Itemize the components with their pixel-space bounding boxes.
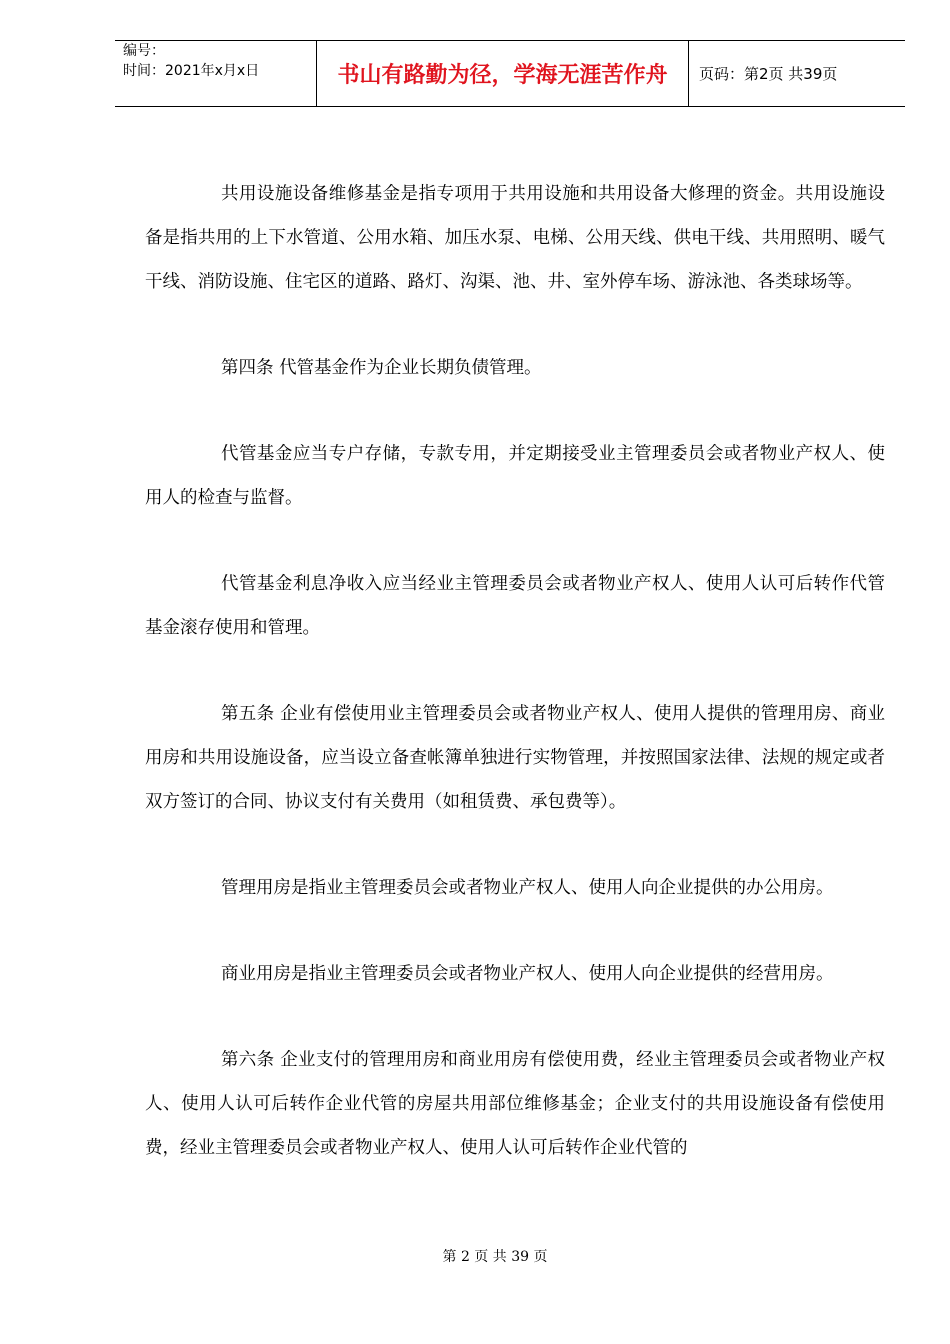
paragraph: 代管基金利息净收入应当经业主管理委员会或者物业产权人、使用人认可后转作代管基金滚存使用和管理。 xyxy=(145,574,885,638)
paragraph: 共用设施设备维修基金是指专项用于共用设施和共用设备大修理的资金。共用设施设备是指共用的上下水管道、公用水箱、加压水泵、电梯、公用天线、供电干线、共用照明、暖气干线、消防设施、住宅区的道路、路灯、沟渠、池、井、室外停车场、游泳池、各类球场等。 xyxy=(145,184,885,292)
paragraph: 第四条 代管基金作为企业长期负债管理。 xyxy=(221,358,542,378)
header-page-info: 页码：第2页 共39页 xyxy=(699,65,838,83)
page-header xyxy=(115,40,905,107)
document-body xyxy=(145,172,885,1212)
paragraph: 代管基金应当专户存储，专款专用，并定期接受业主管理委员会或者物业产权人、使用人的检查与监督。 xyxy=(145,444,885,508)
header-meta xyxy=(115,41,315,106)
paragraph: 第五条 企业有偿使用业主管理委员会或者物业产权人、使用人提供的管理用房、商业用房和共用设施设备，应当设立备查帐簿单独进行实物管理，并按照国家法律、法规的规定或者双方签订的合同、协议支付有关费用（如租赁费、承包费等）。 xyxy=(145,704,885,812)
document-number-label: 编号： xyxy=(123,43,165,59)
header-motto: 书山有路勤为径，学海无涯苦作舟 xyxy=(316,41,689,106)
paragraph: 第六条 企业支付的管理用房和商业用房有偿使用费，经业主管理委员会或者物业产权人、使用人认可后转作企业代管的房屋共用部位维修基金；企业支付的共用设施设备有偿使用费，经业主管理委员会或者物业产权人、使用人认可后转作企业代管的 xyxy=(145,1050,885,1158)
page-footer: 第 2 页 共 39 页 xyxy=(442,1249,548,1265)
document-time-label: 时间：2021年x月x日 xyxy=(123,63,260,79)
paragraph: 管理用房是指业主管理委员会或者物业产权人、使用人向企业提供的办公用房。 xyxy=(221,878,834,898)
paragraph: 商业用房是指业主管理委员会或者物业产权人、使用人向企业提供的经营用房。 xyxy=(221,964,834,984)
